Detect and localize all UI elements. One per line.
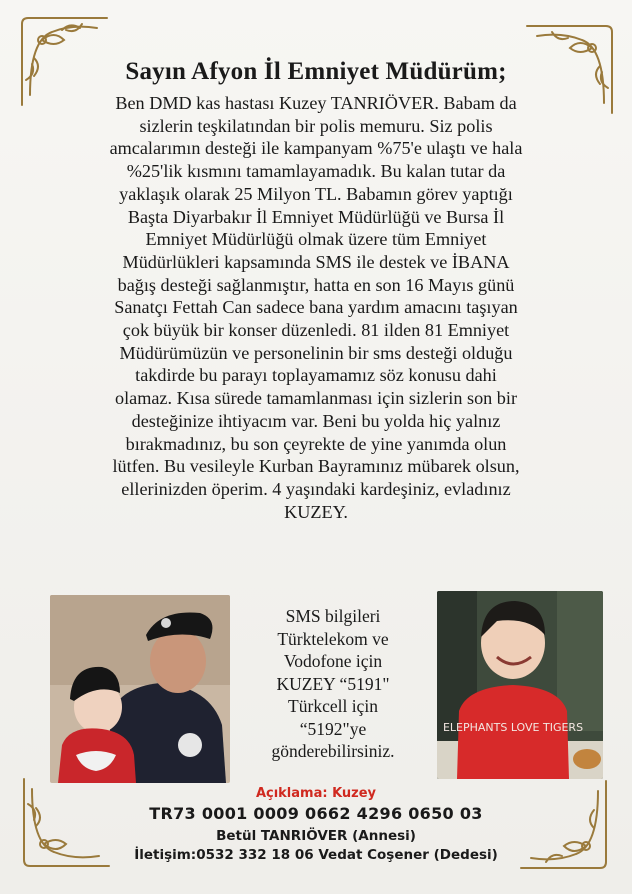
letter-line: çok büyük bir konser düzenledi. 81 ilden 81 Emniyet [122,320,510,341]
description-label: Açıklama: Kuzey [255,786,377,801]
sms-line: SMS bilgileri [285,606,381,626]
account-holder: Betül TANRIÖVER (Annesi) [216,828,416,844]
contact-info: İletişim:0532 332 18 06 Vedat Coşener (Dedesi) [134,847,498,863]
letter-line: bağış desteği sağlanmıştır, hatta en son 16 Mayıs günü [117,274,515,295]
letter-line: %25'lik kısmını tamamlayamadık. Bu kalan tutar da [126,161,506,182]
letter-line: Müdürümüzün ve personelinin bir sms desteği olduğu [119,342,513,363]
letter-line: desteğinize ihtiyacım var. Beni bu yolda hiç yalnız [131,410,501,431]
sms-line: Türktelekom ve [277,628,389,649]
letter-line: Ben DMD kas hastası Kuzey TANRIÖVER. Babam da [115,93,517,113]
letter-line: takdirde bu parayı toplayamamız söz konusu dahi [135,365,497,386]
letter-body [62,92,570,523]
sms-line: Vodofone için [283,651,383,671]
letter-title: Sayın Afyon İl Emniyet Müdürüm; [125,58,507,85]
letter-line: Emniyet Müdürlüğü olmak üzere tüm Emniyet [145,229,487,250]
sms-line: “5192"ye [299,718,367,739]
iban-number: TR73 0001 0009 0662 4296 0650 03 [149,804,483,823]
letter-line: KUZEY. [284,501,348,522]
photo-child-red-shirt [437,591,603,779]
sms-info [238,605,428,763]
sms-line: Türkcell için [288,696,378,716]
letter-line: amcalarımın desteği ile kampanyam %75'e ulaştı ve hala [109,138,523,159]
photo-father-and-child [50,595,230,783]
letter-line: lütfen. Bu vesileyle Kurban Bayramınız mübarek olsun, [112,456,520,477]
letter-line: Başta Diyarbakır İl Emniyet Müdürlüğü ve Bursa İl [127,206,505,227]
letter-line: bırakmadınız, bu son çeyrekte de yine yanımda olun [125,433,507,454]
letter-line: Müdürlükleri kapsamında SMS ile destek ve İBANA [122,251,510,272]
letter-line: yaklaşık olarak 25 Milyon TL. Babamın görev yaptığı [119,183,513,204]
sms-line: KUZEY “5191" [276,673,390,694]
letter-line: ellerinizden öperim. 4 yaşındaki kardeşiniz, evladınız [121,478,511,499]
letter-line: Sanatçı Fettah Can sadece bana yardım amacını taşıyan [114,297,518,318]
letter-line: sizlerin teşkilatından bir polis memuru. Siz polis [139,115,493,136]
letter-line: olamaz. Kısa sürede tamamlanması için sizlerin son bir [114,388,518,409]
sms-line: gönderebilirsiniz. [271,741,395,761]
shirt-print-text: ELEPHANTS LOVE TIGERS [442,721,584,734]
